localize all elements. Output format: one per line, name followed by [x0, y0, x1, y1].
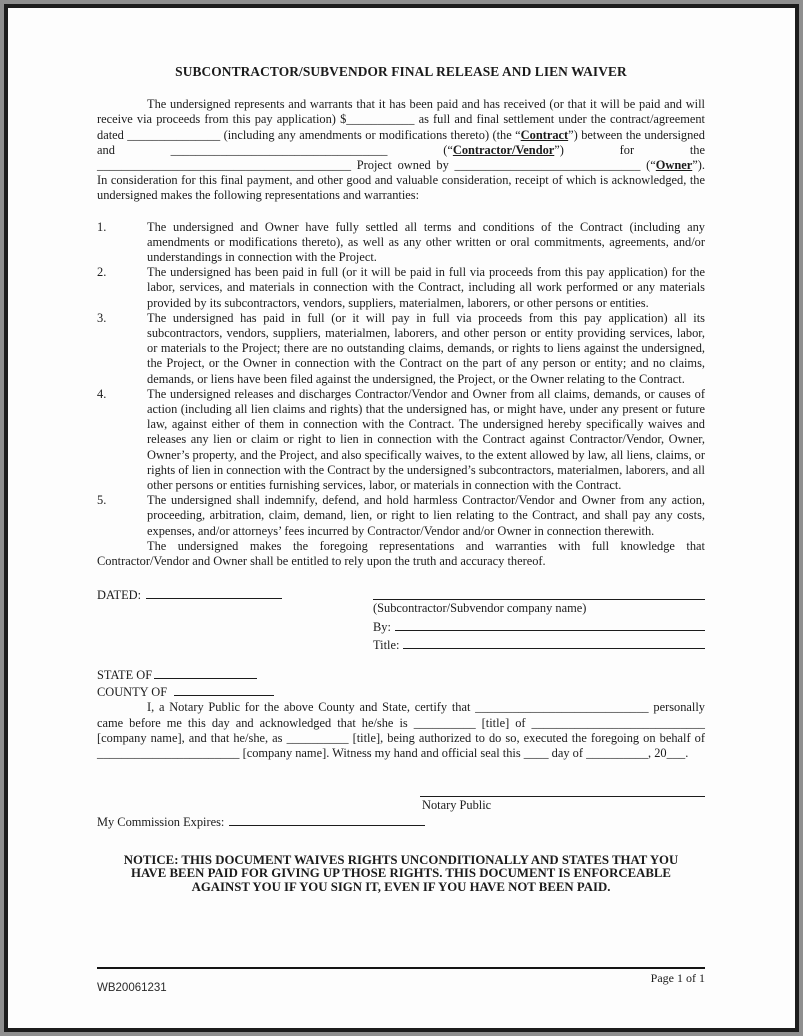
dated-row [97, 586, 282, 603]
intro-seg3: ”) for the _________________________________________ Project owned by ______________________________ (“ [97, 142, 705, 173]
doc-code: WB20061231 [97, 981, 167, 994]
dated-blank [146, 586, 282, 599]
list-item-1 [97, 220, 705, 266]
page-number: Page 1 of 1 [650, 970, 705, 985]
state-county-block [97, 666, 705, 700]
item-text: The undersigned and Owner have fully settled all terms and conditions of the Contract (including any amendments or modifications thereto), as well as any other written or oral commitments, agreements, and/or understandings in connection with the Project. [147, 219, 705, 265]
state-of-row [97, 666, 705, 683]
notary-public-label: Notary Public [422, 798, 492, 813]
title-blank [403, 636, 705, 649]
item-text: The undersigned has been paid in full (or it will be paid in full via proceeds from this pay application) for the labor, services, and materials in connection with the Contract, including all work performed or any materials provided by its subcontractors, vendors, suppliers, materialmen, laborers, or other persons or entities. [147, 265, 705, 310]
by-label: By: [373, 619, 391, 634]
notary-paragraph: I, a Notary Public for the above County and State, certify that ____________________________ personally came before me this day and acknowledged that he/she is __________ [title] of ____________________________ [company name], and that he/she, as __________ [title], being authorized to do so, executed the foregoing on behalf of _______________________ [company name]. Witness my hand and official seal this ____ day of __________, 20___. [97, 700, 705, 760]
company-signature-line [373, 586, 705, 600]
page-footer [97, 967, 705, 996]
item-number: 4. [97, 386, 107, 401]
representations-list [97, 220, 705, 539]
item-text: The undersigned has paid in full (or it will pay in full via proceeds from this pay application) all its subcontractors, vendors, suppliers, materialmen, laborers, and other person or entity providing services, labor, or materials to the Project; there are no outstanding claims, demands, or rights to liens against the undersigned, the Project, or the Owner in connection with the Contract on the part of any person or entity; and no claims, demands, or liens have been filed against the undersigned, the Project, or the Owner relating to the Contract. [147, 310, 705, 386]
item-number: 5. [97, 493, 107, 508]
commission-expires-label: My Commission Expires: [97, 815, 225, 830]
county-of-blank [174, 683, 274, 696]
item-text: The undersigned shall indemnify, defend, and hold harmless Contractor/Vendor and Owner from any action, proceeding, arbitration, claim, demand, lien, or right to lien relating to the Contract, and shall pay any costs, expenses, and/or attorneys’ fees incurred by Contractor/Vendor and/or Owner in connection therewith. [147, 493, 705, 538]
county-of-row [97, 683, 705, 700]
list-item-2 [97, 265, 705, 311]
company-signature-block [373, 586, 705, 653]
item-number: 3. [97, 310, 107, 325]
dated-label: DATED: [97, 588, 142, 603]
term-contractor-vendor: Contractor/Vendor [452, 142, 555, 157]
notice-text: NOTICE: THIS DOCUMENT WAIVES RIGHTS UNCONDITIONALLY AND STATES THAT YOU HAVE BEEN PAID FOR GIVING UP THOSE RIGHTS. THIS DOCUMENT IS ENFORCEABLE AGAINST YOU IF YOU SIGN IT, EVEN IF YOU HAVE NOT BEEN PAID. [123, 852, 679, 895]
list-item-5 [97, 493, 705, 539]
state-of-blank [154, 666, 257, 679]
intro-seg1: The undersigned represents and warrants that it has been paid and has received (or that it will be paid and will receive via proceeds from this pay application) $___________ as full and final settlement under the contract/agreement dated _______________ (including any amendments or modifications thereto) (the “ [97, 97, 705, 142]
notary-signature-block [420, 783, 705, 813]
by-row [373, 618, 705, 635]
list-item-3 [97, 311, 705, 387]
intro-paragraph [97, 97, 705, 203]
item-text: The undersigned releases and discharges Contractor/Vendor and Owner from all claims, demands, or causes of action (including all lien claims and rights) that the undersigned has, or might have, under any present or future law, against either of them in connection with the Contract. The undersigned hereby specifically waives and releases any lien or claim or right to lien in connection with the Contract against Contractor/Vendor, Owner, Owner’s property, and the Project, and also specifically waives, to the extent allowed by law, all liens, claims, or rights of lien in connection with the Contract by the undersigned’s subcontractors, materialmen, laborers, and all other persons or entities furnishing services, labor, or materials in connection with the Contract. [147, 386, 705, 493]
title-label: Title: [373, 637, 400, 652]
intro-seg2: ”) between the undersigned and ___________________________________ (“ [97, 127, 705, 157]
intro-seg4: ”). In consideration for this final payment, and other good and valuable consideration, receipt of which is acknowledged, the undersigned makes the following representations and warranties: [97, 158, 705, 203]
company-name-caption: (Subcontractor/Subvendor company name) [373, 601, 587, 616]
county-of-label: COUNTY OF [97, 685, 168, 700]
item-number: 2. [97, 265, 107, 280]
item-number: 1. [97, 219, 107, 234]
document-paper [4, 4, 799, 1032]
signature-area [97, 586, 705, 653]
commission-expires-row [97, 813, 705, 830]
closing-paragraph: The undersigned makes the foregoing representations and warranties with full knowledge that Contractor/Vendor and Owner shall be entitled to rely upon the truth and accuracy thereof. [97, 538, 705, 569]
commission-expires-blank [229, 813, 425, 826]
term-owner: Owner [655, 158, 693, 173]
state-of-label: STATE OF [97, 667, 153, 682]
list-item-4 [97, 387, 705, 493]
term-contract: Contract [520, 127, 569, 142]
footer-row [97, 969, 705, 996]
document-title: SUBCONTRACTOR/SUBVENDOR FINAL RELEASE AND LIEN WAIVER [175, 64, 627, 79]
title-row [373, 636, 705, 653]
by-blank [395, 618, 705, 631]
notary-signature-line [420, 783, 705, 797]
